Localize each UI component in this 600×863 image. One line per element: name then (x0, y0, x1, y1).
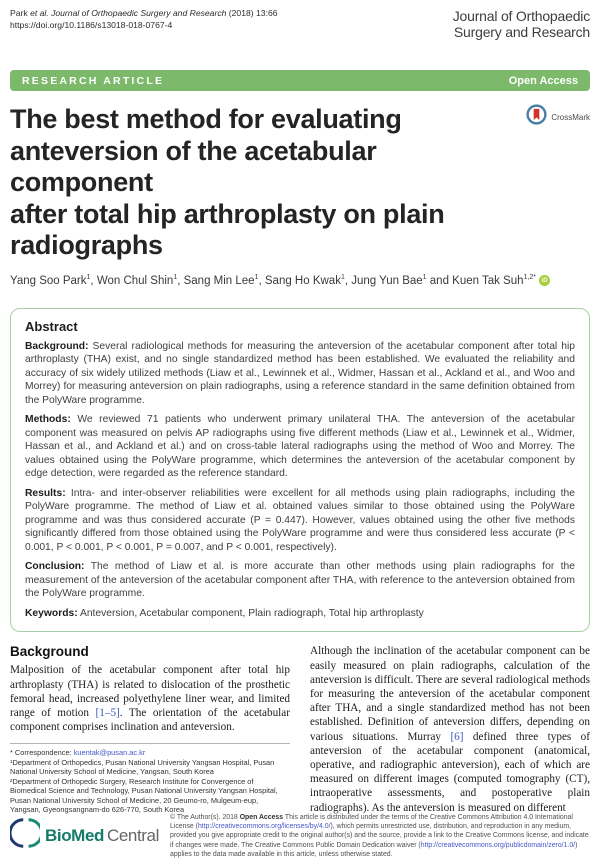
abstract-background: Background: Several radiological methods for measuring the anteversion of the acetabular component after total hip arthroplasty (THA) exist, and no single standardized method has been established. We evaluated the reliability and accuracy of six widely utilized methods (Liaw et al., Lewinnek et al., Widmer, Hassan et al., Ackland et al., and Woo and Morrey) for measuring anteversion on plain radiographs, using a reference standard in the same definition obtained from the PolyWare programme. (25, 340, 575, 406)
author: Yang Soo Park$^1$, (10, 273, 97, 287)
crossmark-badge[interactable] (526, 104, 590, 130)
page-header (10, 8, 590, 40)
title-row (10, 104, 590, 262)
open-access-label: Open Access (508, 74, 578, 87)
intro-paragraph: Although the inclination of the acetabular component can be easily measured on plain radiographs, calculation of the anteversion is difficult. There are several radiological methods for measuring the anteversion of the acetabular component after THA, and a single standardized method has not been established. Definition of anteversion differs, depending on various situations. Murray [6] defined three types of anteversion of the acetabular component (anatomical, operative, and radiographic anteversion), each of which are measured on different images (computed tomography (CT), intraoperative assessments, and postoperative plain radiographs). As the anteversion is measured on different (310, 645, 591, 814)
citation-line (10, 8, 278, 20)
abstract-heading: Abstract (25, 318, 78, 334)
affiliation-2: ²Department of Orthopedic Surgery, Research Institute for Convergence of Biomedical Science and Technology, Pusan National University Yangsan Hospital, Pusan National University School of Medicine, 20 Geumo-ro, Mulgeum-eup, Yangsan, Gyeongsangnam-do 626-770, South Korea (10, 776, 278, 815)
crossmark-label: CrossMark (551, 112, 590, 122)
article-type-label: RESEARCH ARTICLE (22, 74, 165, 87)
footnotes (10, 748, 290, 814)
doi-line: https://doi.org/10.1186/s13018-018-0767-4 (10, 19, 173, 30)
abstract-results-label: Results: (25, 487, 66, 499)
crossmark-icon (526, 104, 547, 130)
cc-publicdomain-link[interactable]: http://creativecommons.org/publicdomain/zero/1.0/ (420, 841, 576, 849)
author: Sang Min Lee$^1$, (183, 273, 265, 287)
biomed-central-logo (10, 817, 159, 854)
citation-volume: (2018) 13:66 (226, 8, 278, 18)
body-columns (10, 644, 590, 814)
cc-license-link[interactable]: http://creativecommons.org/licenses/by/4.0/ (197, 823, 331, 830)
title-line-2: anteversion of the acetabular component (10, 135, 377, 198)
citation-block (10, 8, 278, 31)
abstract-keywords-label: Keywords: (25, 607, 78, 619)
left-column (10, 644, 290, 814)
biomed-central-logo-icon (10, 817, 40, 854)
citation-author: Park (10, 8, 31, 18)
author: Sang Ho Kwak$^1$, (264, 273, 352, 287)
journal-name-line2: Surgery and Research (453, 24, 590, 41)
affiliation-1: ¹Department of Orthopedics, Pusan National University Yangsan Hospital, Pusan National University School of Medicine, Yangsan, South Korea (10, 757, 275, 777)
citation-journal-italic: et al. Journal of Orthopaedic Surgery and Research (30, 8, 227, 18)
correspondence-email-link[interactable]: kuentak@pusan.ac.kr (73, 748, 146, 758)
section-heading-background: Background (10, 644, 89, 660)
right-column (310, 644, 590, 814)
author: Jung Yun Bae$^1$ and (351, 273, 453, 287)
title-line-3: after total hip arthroplasty on plain (10, 198, 445, 229)
abstract-keywords: Keywords: Anteversion, Acetabular component, Plain radiograph, Total hip arthroplasty (25, 607, 424, 619)
reference-link-1-5[interactable]: [1–5] (95, 706, 120, 719)
abstract-background-label: Background: (25, 340, 89, 352)
author: Won Chul Shin$^1$, (96, 273, 184, 287)
copyright-notice: © The Author(s). 2018 Open Access This article is distributed under the terms of the Creative Commons Attribution 4.0 International License (http://creativecommons.org/licenses/by/4.0/), which permits unrestricted use, distribution, and reproduction in any medium, provided you give appropriate credit to the original author(s) and the source, provide a link to the Creative Commons license, and indicate if changes were made. The Creative Commons Public Domain Dedication waiver (http://creativecommons.org/publicdomain/zero/1.0/) applies to the data made available in this article, unless otherwise stated. (170, 813, 589, 858)
abstract-methods: Methods: We reviewed 71 patients who underwent primary unilateral THA. The anteversion of the acetabular component was measured on pelvis AP radiographs using five different methods (Liaw et al., Lewinnek et al., Widmer, Hassan et al., and Ackland et al.) and on cross-table lateral radiographs using the method of Woo and Morrey. The values obtained using the PolyWare programme, which determines the anteversion of the acetabular component by edge detection, were regarded as the reference standard. (25, 414, 575, 480)
article-type-banner (10, 70, 590, 91)
journal-name-line1: Journal of Orthopaedic (452, 8, 590, 24)
journal-name (453, 8, 590, 40)
footnote-divider (10, 743, 290, 744)
orcid-icon[interactable]: iD (539, 275, 550, 286)
background-paragraph: Malposition of the acetabular component after total hip arthroplasty (THA) is related to dislocation of the prosthetic femoral head, increased polyethylene liner wear, and limited range of motion [1–5]. The orientation of the acetabular component comprises inclination and anteversion. (10, 664, 290, 734)
logo-text-central: Central (106, 825, 159, 845)
abstract-conclusion-label: Conclusion: (25, 561, 85, 573)
reference-link-6[interactable]: [6] (450, 730, 464, 743)
abstract-conclusion: Conclusion: The method of Liaw et al. is more accurate than other methods using plain radiographs for the measurement of the anteversion of the acetabular component after THA, with reference to the anteversion obtained from the PolyWare programme. (25, 561, 575, 600)
abstract-box (10, 308, 590, 633)
author-list (10, 274, 590, 287)
abstract-results: Results: Intra- and inter-observer reliabilities were excellent for all methods using plain radiographs, including the PolyWare programme. The method of Liaw et al. obtained values similar to those obtained using the PolyWare programme and was thus considered accurate (P = 0.447). However, values obtained using the other five methods significantly differed from those obtained using the PolyWare programme and were thus considered less accurate (P < 0.001, P < 0.001, P < 0.001, P = 0.007, and P < 0.001, respectively). (25, 487, 575, 553)
abstract-methods-label: Methods: (25, 414, 71, 426)
correspondence-line: * Correspondence: kuentak@pusan.ac.kr (10, 748, 146, 758)
publisher-footer (10, 813, 590, 859)
page-title (10, 104, 498, 262)
title-line-4: radiographs (10, 230, 163, 261)
footer-open-access-label: Open Access (239, 813, 284, 821)
title-line-1: The best method for evaluating (10, 104, 402, 135)
author: Kuen Tak Suh$^{1,2*}$ (452, 273, 537, 287)
logo-text-biomed: BioMed (45, 825, 104, 845)
